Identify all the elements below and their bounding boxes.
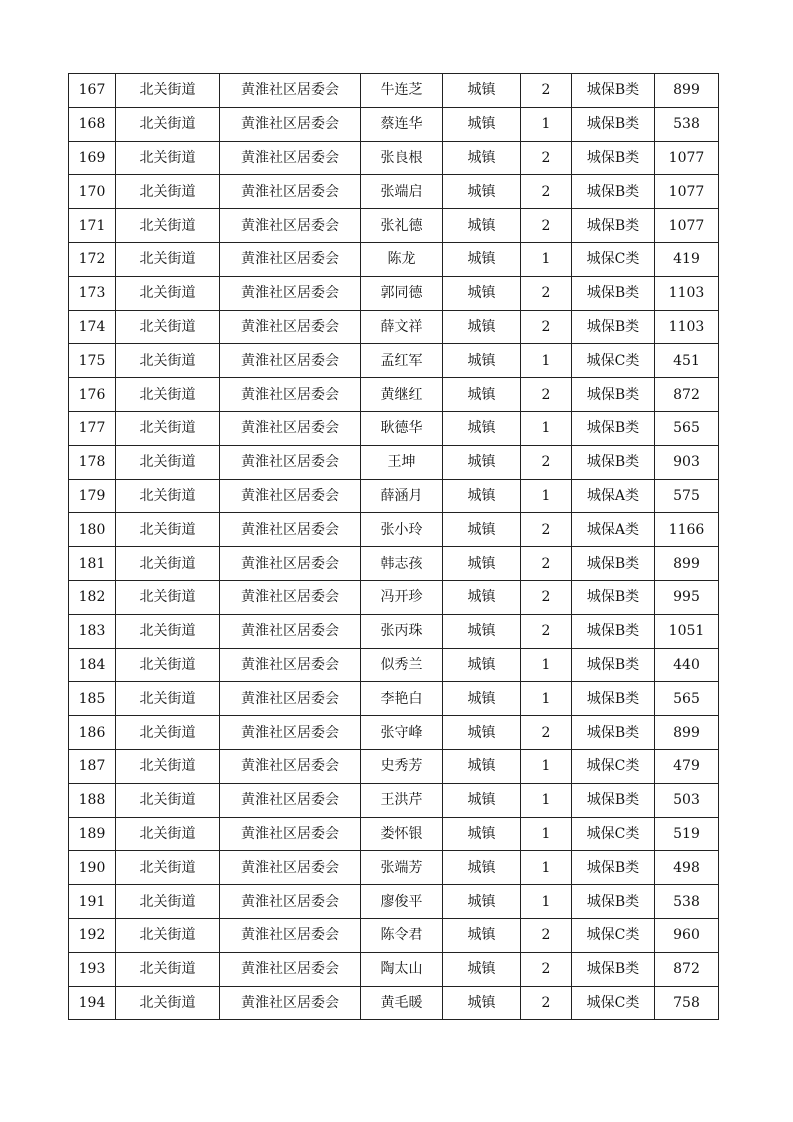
category-cell: 城保C类 xyxy=(572,344,655,378)
area-type-cell: 城镇 xyxy=(443,479,521,513)
category-cell: 城保B类 xyxy=(572,952,655,986)
area-type-cell: 城镇 xyxy=(443,209,521,243)
area-type-cell: 城镇 xyxy=(443,783,521,817)
name-cell: 薛涵月 xyxy=(361,479,443,513)
household-size-cell: 1 xyxy=(521,107,572,141)
category-cell: 城保B类 xyxy=(572,141,655,175)
table-row xyxy=(69,547,719,581)
community-cell: 黄淮社区居委会 xyxy=(220,851,361,885)
row-number-cell: 189 xyxy=(69,817,116,851)
street-cell: 北关街道 xyxy=(116,242,220,276)
household-size-cell: 2 xyxy=(521,378,572,412)
area-type-cell: 城镇 xyxy=(443,716,521,750)
household-size-cell: 2 xyxy=(521,614,572,648)
amount-cell: 1051 xyxy=(655,614,719,648)
name-cell: 冯开珍 xyxy=(361,580,443,614)
row-number-cell: 184 xyxy=(69,648,116,682)
household-size-cell: 2 xyxy=(521,918,572,952)
amount-cell: 1166 xyxy=(655,513,719,547)
amount-cell: 419 xyxy=(655,242,719,276)
community-cell: 黄淮社区居委会 xyxy=(220,648,361,682)
area-type-cell: 城镇 xyxy=(443,682,521,716)
community-cell: 黄淮社区居委会 xyxy=(220,716,361,750)
household-size-cell: 2 xyxy=(521,445,572,479)
street-cell: 北关街道 xyxy=(116,716,220,750)
name-cell: 黄毛暖 xyxy=(361,986,443,1020)
row-number-cell: 185 xyxy=(69,682,116,716)
household-size-cell: 1 xyxy=(521,851,572,885)
row-number-cell: 192 xyxy=(69,918,116,952)
category-cell: 城保A类 xyxy=(572,479,655,513)
name-cell: 郭同德 xyxy=(361,276,443,310)
amount-cell: 538 xyxy=(655,885,719,919)
name-cell: 张丙珠 xyxy=(361,614,443,648)
row-number-cell: 177 xyxy=(69,411,116,445)
household-size-cell: 1 xyxy=(521,344,572,378)
category-cell: 城保C类 xyxy=(572,817,655,851)
category-cell: 城保C类 xyxy=(572,986,655,1020)
amount-cell: 899 xyxy=(655,547,719,581)
table-row xyxy=(69,107,719,141)
name-cell: 廖俊平 xyxy=(361,885,443,919)
area-type-cell: 城镇 xyxy=(443,513,521,547)
community-cell: 黄淮社区居委会 xyxy=(220,411,361,445)
amount-cell: 498 xyxy=(655,851,719,885)
area-type-cell: 城镇 xyxy=(443,141,521,175)
amount-cell: 538 xyxy=(655,107,719,141)
category-cell: 城保B类 xyxy=(572,107,655,141)
category-cell: 城保B类 xyxy=(572,885,655,919)
row-number-cell: 191 xyxy=(69,885,116,919)
amount-cell: 899 xyxy=(655,716,719,750)
street-cell: 北关街道 xyxy=(116,614,220,648)
household-size-cell: 1 xyxy=(521,648,572,682)
table-row xyxy=(69,682,719,716)
category-cell: 城保B类 xyxy=(572,411,655,445)
table-row xyxy=(69,716,719,750)
area-type-cell: 城镇 xyxy=(443,276,521,310)
amount-cell: 440 xyxy=(655,648,719,682)
category-cell: 城保B类 xyxy=(572,783,655,817)
row-number-cell: 193 xyxy=(69,952,116,986)
name-cell: 耿德华 xyxy=(361,411,443,445)
category-cell: 城保B类 xyxy=(572,580,655,614)
table-row xyxy=(69,986,719,1020)
amount-cell: 479 xyxy=(655,749,719,783)
table-row xyxy=(69,175,719,209)
community-cell: 黄淮社区居委会 xyxy=(220,749,361,783)
community-cell: 黄淮社区居委会 xyxy=(220,614,361,648)
area-type-cell: 城镇 xyxy=(443,648,521,682)
amount-cell: 565 xyxy=(655,411,719,445)
area-type-cell: 城镇 xyxy=(443,107,521,141)
household-size-cell: 1 xyxy=(521,817,572,851)
street-cell: 北关街道 xyxy=(116,783,220,817)
table-row xyxy=(69,74,719,108)
row-number-cell: 173 xyxy=(69,276,116,310)
category-cell: 城保C类 xyxy=(572,749,655,783)
street-cell: 北关街道 xyxy=(116,445,220,479)
name-cell: 黄继红 xyxy=(361,378,443,412)
amount-cell: 503 xyxy=(655,783,719,817)
street-cell: 北关街道 xyxy=(116,209,220,243)
category-cell: 城保B类 xyxy=(572,378,655,412)
street-cell: 北关街道 xyxy=(116,918,220,952)
category-cell: 城保B类 xyxy=(572,614,655,648)
name-cell: 娄怀银 xyxy=(361,817,443,851)
amount-cell: 995 xyxy=(655,580,719,614)
community-cell: 黄淮社区居委会 xyxy=(220,479,361,513)
street-cell: 北关街道 xyxy=(116,344,220,378)
community-cell: 黄淮社区居委会 xyxy=(220,885,361,919)
area-type-cell: 城镇 xyxy=(443,74,521,108)
row-number-cell: 179 xyxy=(69,479,116,513)
community-cell: 黄淮社区居委会 xyxy=(220,107,361,141)
area-type-cell: 城镇 xyxy=(443,749,521,783)
row-number-cell: 182 xyxy=(69,580,116,614)
area-type-cell: 城镇 xyxy=(443,445,521,479)
amount-cell: 575 xyxy=(655,479,719,513)
amount-cell: 451 xyxy=(655,344,719,378)
table-row xyxy=(69,310,719,344)
table-row xyxy=(69,918,719,952)
row-number-cell: 174 xyxy=(69,310,116,344)
area-type-cell: 城镇 xyxy=(443,547,521,581)
household-size-cell: 1 xyxy=(521,783,572,817)
amount-cell: 903 xyxy=(655,445,719,479)
row-number-cell: 178 xyxy=(69,445,116,479)
household-size-cell: 2 xyxy=(521,952,572,986)
street-cell: 北关街道 xyxy=(116,817,220,851)
community-cell: 黄淮社区居委会 xyxy=(220,986,361,1020)
area-type-cell: 城镇 xyxy=(443,851,521,885)
table-row xyxy=(69,378,719,412)
household-size-cell: 2 xyxy=(521,310,572,344)
category-cell: 城保B类 xyxy=(572,648,655,682)
name-cell: 陶太山 xyxy=(361,952,443,986)
category-cell: 城保B类 xyxy=(572,74,655,108)
community-cell: 黄淮社区居委会 xyxy=(220,175,361,209)
table-row xyxy=(69,783,719,817)
amount-cell: 960 xyxy=(655,918,719,952)
amount-cell: 872 xyxy=(655,378,719,412)
household-size-cell: 1 xyxy=(521,242,572,276)
table-row xyxy=(69,141,719,175)
name-cell: 似秀兰 xyxy=(361,648,443,682)
area-type-cell: 城镇 xyxy=(443,411,521,445)
row-number-cell: 171 xyxy=(69,209,116,243)
household-size-cell: 2 xyxy=(521,986,572,1020)
name-cell: 张守峰 xyxy=(361,716,443,750)
table-row xyxy=(69,479,719,513)
household-size-cell: 2 xyxy=(521,513,572,547)
area-type-cell: 城镇 xyxy=(443,918,521,952)
community-cell: 黄淮社区居委会 xyxy=(220,918,361,952)
area-type-cell: 城镇 xyxy=(443,378,521,412)
name-cell: 张良根 xyxy=(361,141,443,175)
community-cell: 黄淮社区居委会 xyxy=(220,445,361,479)
row-number-cell: 172 xyxy=(69,242,116,276)
name-cell: 陈龙 xyxy=(361,242,443,276)
area-type-cell: 城镇 xyxy=(443,175,521,209)
amount-cell: 1103 xyxy=(655,276,719,310)
street-cell: 北关街道 xyxy=(116,276,220,310)
name-cell: 蔡连华 xyxy=(361,107,443,141)
table-body xyxy=(69,74,719,1020)
community-cell: 黄淮社区居委会 xyxy=(220,344,361,378)
street-cell: 北关街道 xyxy=(116,952,220,986)
name-cell: 张端芳 xyxy=(361,851,443,885)
table-row xyxy=(69,885,719,919)
table-row xyxy=(69,445,719,479)
table-row xyxy=(69,648,719,682)
amount-cell: 899 xyxy=(655,74,719,108)
name-cell: 陈令君 xyxy=(361,918,443,952)
category-cell: 城保B类 xyxy=(572,851,655,885)
table-row xyxy=(69,344,719,378)
community-cell: 黄淮社区居委会 xyxy=(220,547,361,581)
name-cell: 李艳白 xyxy=(361,682,443,716)
area-type-cell: 城镇 xyxy=(443,344,521,378)
name-cell: 孟红军 xyxy=(361,344,443,378)
street-cell: 北关街道 xyxy=(116,547,220,581)
name-cell: 张端启 xyxy=(361,175,443,209)
row-number-cell: 187 xyxy=(69,749,116,783)
street-cell: 北关街道 xyxy=(116,749,220,783)
row-number-cell: 168 xyxy=(69,107,116,141)
street-cell: 北关街道 xyxy=(116,175,220,209)
amount-cell: 872 xyxy=(655,952,719,986)
household-size-cell: 2 xyxy=(521,716,572,750)
community-cell: 黄淮社区居委会 xyxy=(220,209,361,243)
row-number-cell: 176 xyxy=(69,378,116,412)
table-row xyxy=(69,614,719,648)
household-size-cell: 2 xyxy=(521,580,572,614)
name-cell: 牛连芝 xyxy=(361,74,443,108)
community-cell: 黄淮社区居委会 xyxy=(220,817,361,851)
row-number-cell: 181 xyxy=(69,547,116,581)
street-cell: 北关街道 xyxy=(116,141,220,175)
table-row xyxy=(69,580,719,614)
row-number-cell: 169 xyxy=(69,141,116,175)
name-cell: 王坤 xyxy=(361,445,443,479)
row-number-cell: 190 xyxy=(69,851,116,885)
row-number-cell: 170 xyxy=(69,175,116,209)
street-cell: 北关街道 xyxy=(116,648,220,682)
table-row xyxy=(69,851,719,885)
row-number-cell: 188 xyxy=(69,783,116,817)
street-cell: 北关街道 xyxy=(116,411,220,445)
street-cell: 北关街道 xyxy=(116,107,220,141)
street-cell: 北关街道 xyxy=(116,580,220,614)
category-cell: 城保B类 xyxy=(572,276,655,310)
household-size-cell: 2 xyxy=(521,209,572,243)
area-type-cell: 城镇 xyxy=(443,614,521,648)
amount-cell: 758 xyxy=(655,986,719,1020)
community-cell: 黄淮社区居委会 xyxy=(220,242,361,276)
category-cell: 城保A类 xyxy=(572,513,655,547)
household-size-cell: 2 xyxy=(521,276,572,310)
category-cell: 城保B类 xyxy=(572,445,655,479)
category-cell: 城保B类 xyxy=(572,716,655,750)
street-cell: 北关街道 xyxy=(116,74,220,108)
row-number-cell: 180 xyxy=(69,513,116,547)
category-cell: 城保B类 xyxy=(572,209,655,243)
community-cell: 黄淮社区居委会 xyxy=(220,952,361,986)
category-cell: 城保B类 xyxy=(572,682,655,716)
street-cell: 北关街道 xyxy=(116,513,220,547)
area-type-cell: 城镇 xyxy=(443,580,521,614)
name-cell: 张小玲 xyxy=(361,513,443,547)
community-cell: 黄淮社区居委会 xyxy=(220,310,361,344)
area-type-cell: 城镇 xyxy=(443,310,521,344)
household-size-cell: 1 xyxy=(521,411,572,445)
table-row xyxy=(69,749,719,783)
amount-cell: 565 xyxy=(655,682,719,716)
household-size-cell: 2 xyxy=(521,141,572,175)
row-number-cell: 194 xyxy=(69,986,116,1020)
name-cell: 薛文祥 xyxy=(361,310,443,344)
category-cell: 城保B类 xyxy=(572,310,655,344)
area-type-cell: 城镇 xyxy=(443,242,521,276)
community-cell: 黄淮社区居委会 xyxy=(220,378,361,412)
household-size-cell: 1 xyxy=(521,479,572,513)
category-cell: 城保B类 xyxy=(572,175,655,209)
household-size-cell: 2 xyxy=(521,74,572,108)
name-cell: 史秀芳 xyxy=(361,749,443,783)
amount-cell: 1077 xyxy=(655,175,719,209)
table-row xyxy=(69,411,719,445)
amount-cell: 1077 xyxy=(655,141,719,175)
row-number-cell: 186 xyxy=(69,716,116,750)
community-cell: 黄淮社区居委会 xyxy=(220,141,361,175)
row-number-cell: 183 xyxy=(69,614,116,648)
table-row xyxy=(69,242,719,276)
row-number-cell: 175 xyxy=(69,344,116,378)
category-cell: 城保C类 xyxy=(572,918,655,952)
community-cell: 黄淮社区居委会 xyxy=(220,580,361,614)
data-table xyxy=(68,73,719,1020)
name-cell: 张礼德 xyxy=(361,209,443,243)
area-type-cell: 城镇 xyxy=(443,952,521,986)
community-cell: 黄淮社区居委会 xyxy=(220,276,361,310)
street-cell: 北关街道 xyxy=(116,682,220,716)
table-row xyxy=(69,952,719,986)
street-cell: 北关街道 xyxy=(116,885,220,919)
area-type-cell: 城镇 xyxy=(443,885,521,919)
area-type-cell: 城镇 xyxy=(443,986,521,1020)
table-row xyxy=(69,209,719,243)
amount-cell: 519 xyxy=(655,817,719,851)
street-cell: 北关街道 xyxy=(116,310,220,344)
household-size-cell: 2 xyxy=(521,175,572,209)
area-type-cell: 城镇 xyxy=(443,817,521,851)
community-cell: 黄淮社区居委会 xyxy=(220,513,361,547)
table-row xyxy=(69,513,719,547)
household-size-cell: 2 xyxy=(521,547,572,581)
street-cell: 北关街道 xyxy=(116,851,220,885)
community-cell: 黄淮社区居委会 xyxy=(220,74,361,108)
table-row xyxy=(69,276,719,310)
name-cell: 王洪芹 xyxy=(361,783,443,817)
household-size-cell: 1 xyxy=(521,682,572,716)
street-cell: 北关街道 xyxy=(116,986,220,1020)
community-cell: 黄淮社区居委会 xyxy=(220,783,361,817)
name-cell: 韩志孩 xyxy=(361,547,443,581)
table-row xyxy=(69,817,719,851)
amount-cell: 1103 xyxy=(655,310,719,344)
household-size-cell: 1 xyxy=(521,749,572,783)
row-number-cell: 167 xyxy=(69,74,116,108)
street-cell: 北关街道 xyxy=(116,378,220,412)
household-size-cell: 1 xyxy=(521,885,572,919)
community-cell: 黄淮社区居委会 xyxy=(220,682,361,716)
street-cell: 北关街道 xyxy=(116,479,220,513)
category-cell: 城保B类 xyxy=(572,547,655,581)
category-cell: 城保C类 xyxy=(572,242,655,276)
amount-cell: 1077 xyxy=(655,209,719,243)
